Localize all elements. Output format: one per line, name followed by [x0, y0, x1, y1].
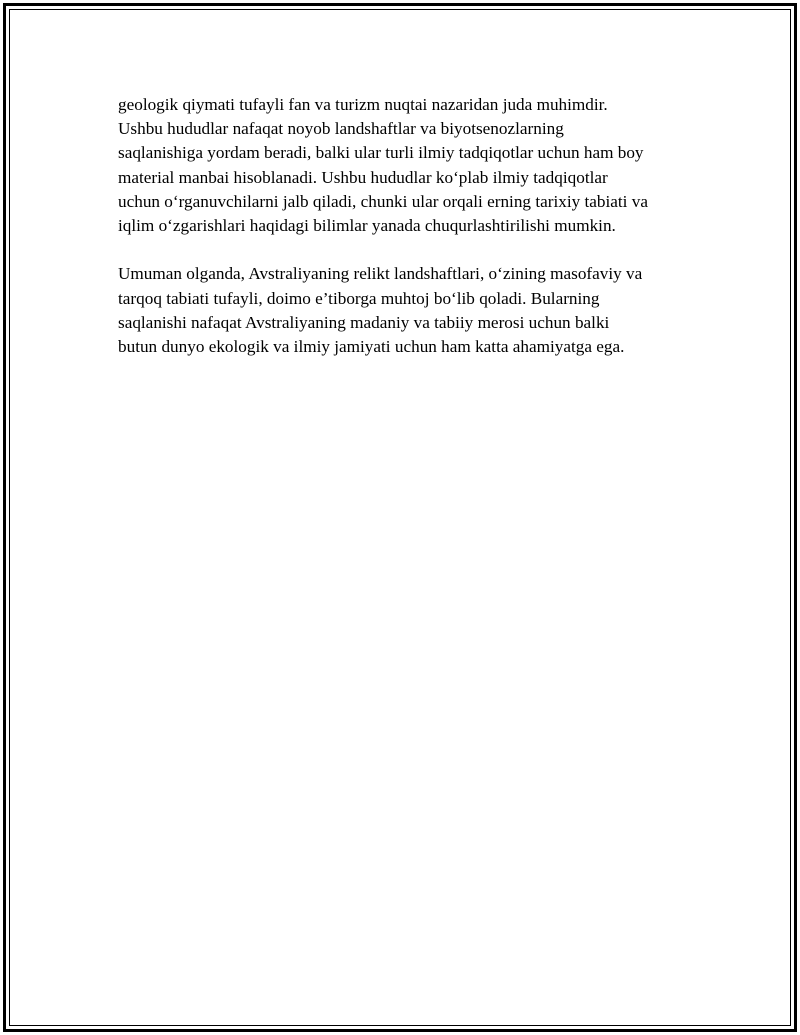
- document-body: [118, 93, 688, 359]
- text-line: iqlim o‘zgarishlari haqidagi bilimlar yanada chuqurlashtirilishi mumkin.: [118, 216, 616, 236]
- text-line: butun dunyo ekologik va ilmiy jamiyati uchun ham katta ahamiyatga ega.: [118, 337, 625, 357]
- text-line: geologik qiymati tufayli fan va turizm nuqtai nazaridan juda muhimdir.: [118, 95, 608, 114]
- text-line: Umuman olganda, Avstraliyaning relikt landshaftlari, o‘zining masofaviy va: [118, 264, 643, 284]
- text-line: Ushbu hududlar nafaqat noyob landshaftlar va biyotsenozlarning: [118, 119, 564, 139]
- text-line: material manbai hisoblanadi. Ushbu hududlar ko‘plab ilmiy tadqiqotlar: [118, 167, 608, 187]
- text-line: tarqoq tabiati tufayli, doimo e’tiborga muhtoj bo‘lib qoladi. Bularning: [118, 288, 600, 308]
- text-line: saqlanishiga yordam beradi, balki ular turli ilmiy tadqiqotlar uchun ham boy: [118, 143, 644, 163]
- text-line: saqlanishi nafaqat Avstraliyaning madaniy va tabiiy merosi uchun balki: [118, 312, 610, 332]
- text-line: uchun o‘rganuvchilarni jalb qiladi, chunki ular orqali erning tarixiy tabiati va: [118, 191, 648, 211]
- paragraph: [118, 93, 688, 238]
- paragraph: [118, 262, 688, 359]
